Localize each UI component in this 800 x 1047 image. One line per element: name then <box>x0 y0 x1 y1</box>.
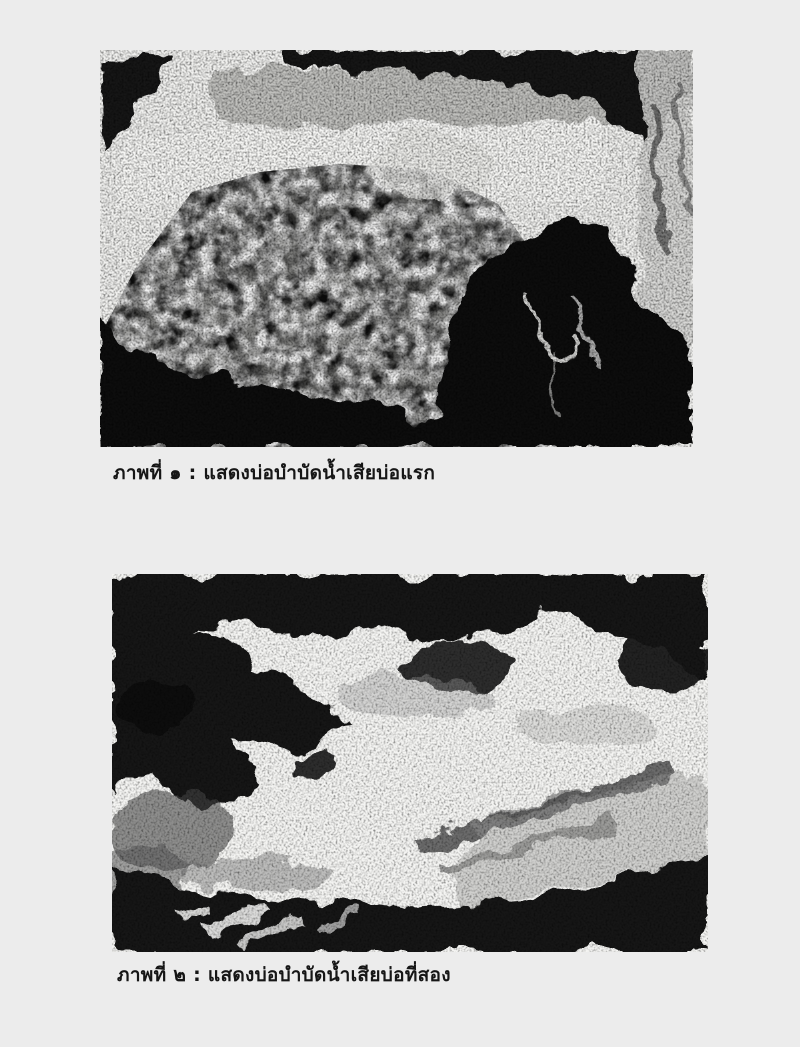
figure-2-caption: ภาพที่ ๒ : แสดงบ่อบำบัดน้ำเสียบ่อที่สอง <box>117 964 451 986</box>
figure-1-caption: ภาพที่ ๑ : แสดงบ่อบำบัดน้ำเสียบ่อแรก <box>113 462 436 484</box>
photo-1-artwork <box>100 50 693 447</box>
photo-2-artwork <box>112 574 708 952</box>
photo-second-treatment-pond <box>112 574 708 952</box>
photo-first-treatment-pond <box>100 50 693 447</box>
